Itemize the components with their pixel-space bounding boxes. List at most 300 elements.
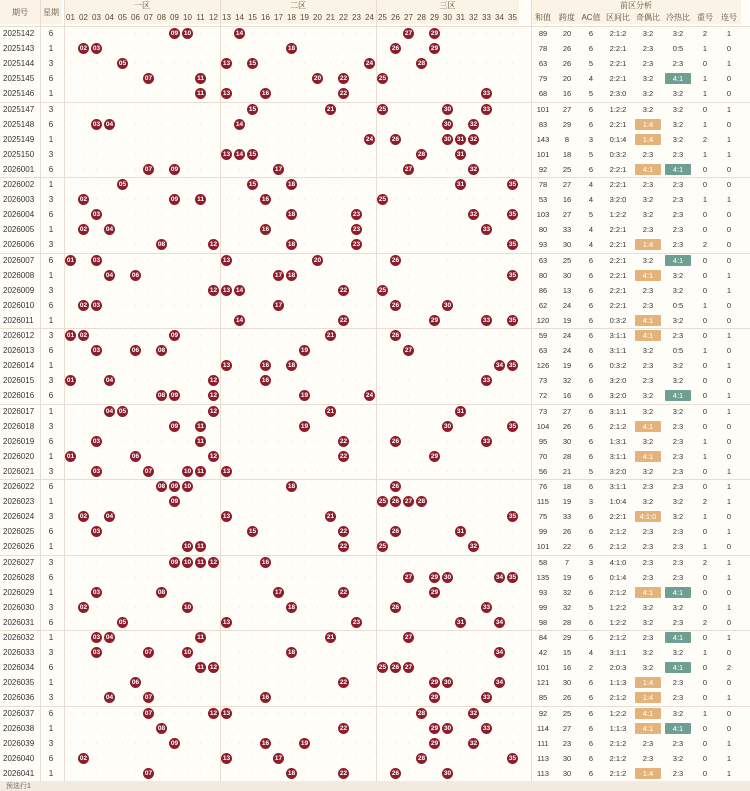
miss-count: ·: [251, 422, 254, 430]
miss-count: ·: [316, 60, 319, 68]
analysis-value: 2:3: [672, 466, 684, 476]
weekday-cell: 1: [48, 44, 54, 54]
analysis-value: 114: [537, 723, 549, 733]
drawn-ball: 16: [259, 690, 272, 705]
miss-count: ·: [160, 407, 163, 415]
drawn-ball: 11: [194, 539, 207, 554]
miss-count: ·: [147, 301, 150, 309]
analysis-value: 0:5: [672, 44, 684, 54]
miss-count: ·: [420, 528, 423, 536]
analysis-value: 1: [702, 648, 708, 658]
miss-count: ·: [277, 316, 280, 324]
period-cell: 2025147: [3, 104, 35, 114]
analysis-value: 4:1: [635, 723, 661, 734]
miss-count: ·: [277, 679, 280, 687]
miss-count: ·: [251, 709, 254, 717]
miss-count: ·: [82, 498, 85, 506]
analysis-value: 2:1:2: [609, 421, 627, 431]
miss-count: ·: [342, 362, 345, 370]
analysis-value: 2:3:0: [609, 89, 627, 99]
drawn-ball: 23: [350, 207, 363, 222]
analysis-value: 2: [702, 134, 708, 144]
miss-count: ·: [108, 392, 111, 400]
analysis-value: 0: [702, 225, 708, 235]
miss-count: ·: [472, 694, 475, 702]
miss-count: ·: [160, 30, 163, 38]
miss-count: ·: [264, 211, 267, 219]
miss-count: ·: [199, 181, 202, 189]
miss-count: ·: [82, 649, 85, 657]
miss-count: ·: [186, 347, 189, 355]
miss-count: ·: [381, 362, 384, 370]
miss-count: ·: [186, 498, 189, 506]
miss-count: ·: [212, 769, 215, 777]
analysis-value: 19: [562, 497, 572, 507]
header-number: 18: [285, 11, 298, 24]
miss-count: ·: [186, 392, 189, 400]
drawn-ball: 19: [298, 343, 311, 358]
miss-count: ·: [394, 724, 397, 732]
miss-count: ·: [511, 90, 514, 98]
drawn-ball: 35: [506, 751, 519, 766]
analysis-value: 6: [588, 300, 594, 310]
miss-count: ·: [277, 256, 280, 264]
miss-count: ·: [251, 543, 254, 551]
analysis-value: 29: [562, 119, 572, 129]
miss-count: ·: [485, 30, 488, 38]
miss-count: ·: [446, 226, 449, 234]
analysis-value: 4:1:0: [635, 511, 661, 522]
miss-count: ·: [147, 196, 150, 204]
weekday-cell: 6: [48, 210, 54, 220]
miss-count: ·: [186, 196, 189, 204]
miss-count: ·: [433, 709, 436, 717]
miss-count: ·: [394, 543, 397, 551]
miss-count: ·: [212, 437, 215, 445]
grid-divider: [531, 0, 532, 791]
miss-count: ·: [368, 498, 371, 506]
drawn-ball: 09: [168, 555, 181, 570]
miss-count: ·: [82, 241, 85, 249]
weekday-cell: 1: [48, 542, 54, 552]
miss-count: ·: [134, 437, 137, 445]
miss-count: ·: [147, 377, 150, 385]
miss-count: ·: [394, 241, 397, 249]
miss-count: ·: [342, 241, 345, 249]
header-number: 05: [116, 11, 129, 24]
miss-count: ·: [433, 634, 436, 642]
miss-count: ·: [472, 45, 475, 53]
miss-count: ·: [277, 573, 280, 581]
analysis-value: 92: [538, 708, 548, 718]
miss-count: ·: [108, 256, 111, 264]
miss-count: ·: [277, 603, 280, 611]
analysis-value: 2:1:2: [609, 542, 627, 552]
drawn-ball: 28: [415, 147, 428, 162]
miss-count: ·: [82, 709, 85, 717]
analysis-value: 120: [536, 315, 550, 325]
miss-count: ·: [134, 422, 137, 430]
analysis-value: 30: [562, 768, 572, 778]
miss-count: ·: [277, 769, 280, 777]
miss-count: ·: [394, 618, 397, 626]
miss-count: ·: [82, 769, 85, 777]
miss-count: ·: [329, 573, 332, 581]
miss-count: ·: [316, 181, 319, 189]
miss-count: ·: [485, 120, 488, 128]
analysis-value: 22: [562, 542, 572, 552]
miss-count: ·: [342, 467, 345, 475]
analysis-value: 4:1: [665, 164, 691, 175]
miss-count: ·: [498, 75, 501, 83]
miss-count: ·: [69, 165, 72, 173]
miss-count: ·: [381, 513, 384, 521]
drawn-ball: 01: [64, 373, 77, 388]
miss-count: ·: [95, 226, 98, 234]
miss-count: ·: [173, 120, 176, 128]
miss-count: ·: [160, 452, 163, 460]
miss-count: ·: [355, 498, 358, 506]
miss-count: ·: [316, 754, 319, 762]
miss-count: ·: [485, 211, 488, 219]
miss-count: ·: [316, 739, 319, 747]
miss-count: ·: [186, 60, 189, 68]
miss-count: ·: [303, 649, 306, 657]
miss-count: ·: [160, 256, 163, 264]
analysis-value: 3:2:0: [609, 195, 627, 205]
miss-count: ·: [147, 181, 150, 189]
miss-count: ·: [316, 347, 319, 355]
miss-count: ·: [290, 573, 293, 581]
miss-count: ·: [108, 679, 111, 687]
miss-count: ·: [498, 769, 501, 777]
miss-count: ·: [459, 558, 462, 566]
miss-count: ·: [511, 498, 514, 506]
drawn-ball: 11: [194, 555, 207, 570]
miss-count: ·: [472, 181, 475, 189]
analysis-value: 1:4: [635, 119, 661, 130]
miss-count: ·: [368, 754, 371, 762]
analysis-value: 3:2: [672, 708, 684, 718]
miss-count: ·: [199, 603, 202, 611]
analysis-value: 5: [588, 149, 594, 159]
period-cell: 2026017: [3, 406, 35, 416]
miss-count: ·: [225, 739, 228, 747]
miss-count: ·: [277, 422, 280, 430]
miss-count: ·: [199, 407, 202, 415]
miss-count: ·: [420, 694, 423, 702]
analysis-value: 6: [588, 376, 594, 386]
header-analysis-col: 冷热比: [663, 11, 693, 24]
miss-count: ·: [381, 483, 384, 491]
miss-count: ·: [355, 483, 358, 491]
miss-count: ·: [173, 709, 176, 717]
analysis-value: 2:2:1: [609, 512, 627, 522]
miss-count: ·: [199, 528, 202, 536]
analysis-value: 0: [726, 346, 732, 356]
analysis-value: 1: [726, 391, 732, 401]
analysis-value: 0: [726, 678, 732, 688]
miss-count: ·: [290, 256, 293, 264]
miss-count: ·: [251, 347, 254, 355]
miss-count: ·: [472, 769, 475, 777]
miss-count: ·: [69, 407, 72, 415]
miss-count: ·: [186, 241, 189, 249]
analysis-value: 0: [726, 376, 732, 386]
miss-count: ·: [173, 377, 176, 385]
miss-count: ·: [485, 498, 488, 506]
drawn-ball: 25: [376, 192, 389, 207]
miss-count: ·: [264, 30, 267, 38]
miss-count: ·: [459, 316, 462, 324]
drawn-ball: 10: [181, 479, 194, 494]
analysis-value: 0: [726, 119, 732, 129]
miss-count: ·: [381, 377, 384, 385]
miss-count: ·: [69, 498, 72, 506]
miss-count: ·: [446, 543, 449, 551]
miss-count: ·: [511, 679, 514, 687]
drawn-ball: 25: [376, 102, 389, 117]
miss-count: ·: [472, 316, 475, 324]
miss-count: ·: [342, 407, 345, 415]
miss-count: ·: [290, 347, 293, 355]
miss-count: ·: [147, 226, 150, 234]
miss-count: ·: [264, 543, 267, 551]
analysis-value: 6: [588, 542, 594, 552]
analysis-value: 6: [588, 768, 594, 778]
miss-count: ·: [316, 165, 319, 173]
analysis-value: 0: [702, 663, 708, 673]
drawn-ball: 34: [493, 358, 506, 373]
miss-count: ·: [407, 422, 410, 430]
period-cell: 2026018: [3, 421, 35, 431]
miss-count: ·: [446, 588, 449, 596]
miss-count: ·: [433, 498, 436, 506]
miss-count: ·: [160, 603, 163, 611]
miss-count: ·: [511, 634, 514, 642]
header-number: 20: [311, 11, 324, 24]
miss-count: ·: [407, 256, 410, 264]
miss-count: ·: [316, 664, 319, 672]
miss-count: ·: [433, 483, 436, 491]
drawn-ball: 05: [116, 177, 129, 192]
miss-count: ·: [342, 649, 345, 657]
miss-count: ·: [95, 196, 98, 204]
miss-count: ·: [82, 467, 85, 475]
drawn-ball: 12: [207, 388, 220, 403]
miss-count: ·: [485, 528, 488, 536]
miss-count: ·: [186, 45, 189, 53]
period-cell: 2025142: [3, 29, 35, 39]
miss-count: ·: [264, 75, 267, 83]
miss-count: ·: [342, 739, 345, 747]
miss-count: ·: [316, 769, 319, 777]
miss-count: ·: [95, 739, 98, 747]
miss-count: ·: [342, 347, 345, 355]
drawn-ball: 34: [493, 570, 506, 585]
miss-count: ·: [394, 30, 397, 38]
miss-count: ·: [95, 694, 98, 702]
header-number: 28: [415, 11, 428, 24]
miss-count: ·: [394, 422, 397, 430]
miss-count: ·: [485, 769, 488, 777]
drawn-ball: 33: [480, 600, 493, 615]
miss-count: ·: [251, 256, 254, 264]
miss-count: ·: [264, 588, 267, 596]
miss-count: ·: [290, 392, 293, 400]
miss-count: ·: [368, 211, 371, 219]
miss-count: ·: [446, 45, 449, 53]
analysis-value: 6: [588, 723, 594, 733]
analysis-value: 2:3: [642, 572, 654, 582]
miss-count: ·: [69, 528, 72, 536]
miss-count: ·: [472, 362, 475, 370]
analysis-value: 7: [564, 557, 570, 567]
analysis-value: 3:2: [672, 285, 684, 295]
miss-count: ·: [121, 664, 124, 672]
miss-count: ·: [173, 407, 176, 415]
miss-count: ·: [251, 407, 254, 415]
miss-count: ·: [368, 226, 371, 234]
miss-count: ·: [368, 724, 371, 732]
miss-count: ·: [316, 422, 319, 430]
miss-count: ·: [394, 377, 397, 385]
drawn-ball: 09: [168, 479, 181, 494]
weekday-cell: 3: [48, 240, 54, 250]
miss-count: ·: [394, 196, 397, 204]
miss-count: ·: [316, 528, 319, 536]
miss-count: ·: [433, 332, 436, 340]
analysis-value: 3:1:1: [609, 648, 627, 658]
drawn-ball: 16: [259, 373, 272, 388]
miss-count: ·: [329, 679, 332, 687]
miss-count: ·: [251, 558, 254, 566]
miss-count: ·: [264, 407, 267, 415]
miss-count: ·: [277, 467, 280, 475]
miss-count: ·: [329, 60, 332, 68]
miss-count: ·: [82, 181, 85, 189]
analysis-value: 5: [588, 466, 594, 476]
miss-count: ·: [251, 332, 254, 340]
analysis-value: 2:3: [672, 59, 684, 69]
miss-count: ·: [82, 60, 85, 68]
miss-count: ·: [355, 286, 358, 294]
miss-count: ·: [160, 196, 163, 204]
miss-count: ·: [498, 467, 501, 475]
miss-count: ·: [134, 467, 137, 475]
miss-count: ·: [303, 634, 306, 642]
miss-count: ·: [212, 332, 215, 340]
miss-count: ·: [381, 709, 384, 717]
analysis-value: 56: [538, 466, 548, 476]
miss-count: ·: [407, 211, 410, 219]
analysis-value: 99: [538, 527, 548, 537]
analysis-value: 1:2:2: [609, 210, 627, 220]
analysis-value: 23: [562, 738, 572, 748]
miss-count: ·: [316, 226, 319, 234]
miss-count: ·: [420, 362, 423, 370]
miss-count: ·: [355, 603, 358, 611]
miss-count: ·: [95, 90, 98, 98]
miss-count: ·: [173, 649, 176, 657]
drawn-ball: 28: [415, 56, 428, 71]
miss-count: ·: [420, 120, 423, 128]
miss-count: ·: [251, 679, 254, 687]
drawn-ball: 29: [428, 721, 441, 736]
miss-count: ·: [485, 452, 488, 460]
drawn-ball: 12: [207, 449, 220, 464]
drawn-ball: 15: [246, 102, 259, 117]
miss-count: ·: [251, 301, 254, 309]
analysis-value: 6: [588, 406, 594, 416]
drawn-ball: 03: [90, 253, 103, 268]
miss-count: ·: [303, 377, 306, 385]
weekday-cell: 6: [48, 436, 54, 446]
analysis-value: 30: [562, 436, 572, 446]
miss-count: ·: [108, 301, 111, 309]
miss-count: ·: [355, 528, 358, 536]
miss-count: ·: [212, 634, 215, 642]
analysis-value: 2:3: [642, 180, 654, 190]
analysis-value: 30: [562, 270, 572, 280]
drawn-ball: 07: [142, 71, 155, 86]
miss-count: ·: [290, 634, 293, 642]
analysis-value: 0: [726, 421, 732, 431]
analysis-value: 27: [562, 210, 572, 220]
drawn-ball: 07: [142, 690, 155, 705]
analysis-value: 0: [702, 180, 708, 190]
analysis-value: 4:1: [635, 708, 661, 719]
analysis-value: 2:2:1: [609, 270, 627, 280]
miss-count: ·: [69, 694, 72, 702]
weekday-cell: 6: [48, 663, 54, 673]
miss-count: ·: [95, 241, 98, 249]
header-zone: 一区: [64, 0, 220, 11]
period-cell: 2026022: [3, 482, 35, 492]
miss-count: ·: [108, 558, 111, 566]
miss-count: ·: [316, 467, 319, 475]
miss-count: ·: [342, 271, 345, 279]
miss-count: ·: [433, 664, 436, 672]
miss-count: ·: [225, 226, 228, 234]
miss-count: ·: [355, 467, 358, 475]
drawn-ball: 35: [506, 268, 519, 283]
miss-count: ·: [212, 422, 215, 430]
miss-count: ·: [264, 256, 267, 264]
analysis-value: 2:2:1: [609, 225, 627, 235]
miss-count: ·: [446, 332, 449, 340]
miss-count: ·: [316, 271, 319, 279]
analysis-value: 3:2: [642, 391, 654, 401]
analysis-value: 21: [562, 466, 572, 476]
miss-count: ·: [186, 573, 189, 581]
miss-count: ·: [225, 694, 228, 702]
miss-count: ·: [82, 316, 85, 324]
miss-count: ·: [485, 165, 488, 173]
analysis-value: 78: [538, 180, 548, 190]
drawn-ball: 11: [194, 434, 207, 449]
miss-count: ·: [264, 241, 267, 249]
analysis-value: 63: [538, 255, 548, 265]
miss-count: ·: [329, 377, 332, 385]
miss-count: ·: [329, 769, 332, 777]
miss-count: ·: [472, 467, 475, 475]
miss-count: ·: [511, 437, 514, 445]
miss-count: ·: [303, 437, 306, 445]
header-number: 11: [194, 11, 207, 24]
miss-count: ·: [212, 603, 215, 611]
drawn-ball: 15: [246, 147, 259, 162]
